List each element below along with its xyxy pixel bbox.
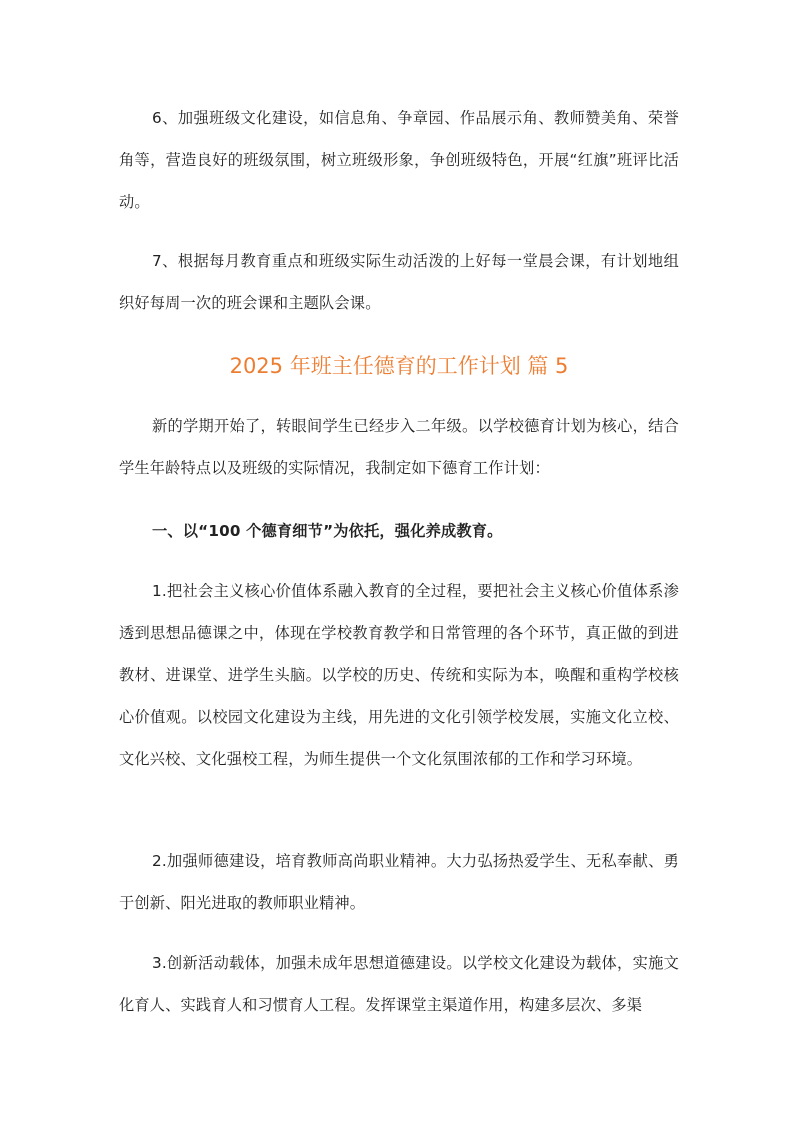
subheading: 一、以“100 个德育细节”为依托，强化养成教育。 <box>152 522 503 540</box>
list-item-3: 3.创新活动载体，加强未成年思想道德建设。以学校文化建设为载体，实施文化育人、实践育人和习惯育人工程。发挥课堂主渠道作用，构建多层次、多渠 <box>119 954 679 1014</box>
section-title: 2025 年班主任德育的工作计划 篇 5 <box>229 354 569 378</box>
list-item-2: 2.加强师德建设，培育教师高尚职业精神。大力弘扬热爱学生、无私奉献、勇于创新、阳光进取的教师职业精神。 <box>119 852 679 912</box>
intro-paragraph: 新的学期开始了，转眼间学生已经步入二年级。以学校德育计划为核心，结合学生年龄特点以及班级的实际情况，我制定如下德育工作计划： <box>119 417 679 477</box>
paragraph-item-6: 6、加强班级文化建设，如信息角、争章园、作品展示角、教师赞美角、荣誉角等，营造良好的班级氛围，树立班级形象，争创班级特色，开展“红旗”班评比活动。 <box>119 109 679 211</box>
list-item-1: 1.把社会主义核心价值体系融入教育的全过程，要把社会主义核心价值体系渗透到思想品德课之中，体现在学校教育教学和日常管理的各个环节，真正做的到进教材、进课堂、进学生头脑。以学校的历史、传统和实际为本，唤醒和重构学校核心价值观。以校园文化建设为主线，用先进的文化引领学校发展，实施文化立校、文化兴校、文化强校工程，为师生提供一个文化氛围浓郁的工作和学习环境。 <box>119 582 679 768</box>
paragraph-item-7: 7、根据每月教育重点和班级实际生动活泼的上好每一堂晨会课，有计划地组织好每周一次的班会课和主题队会课。 <box>119 252 679 312</box>
